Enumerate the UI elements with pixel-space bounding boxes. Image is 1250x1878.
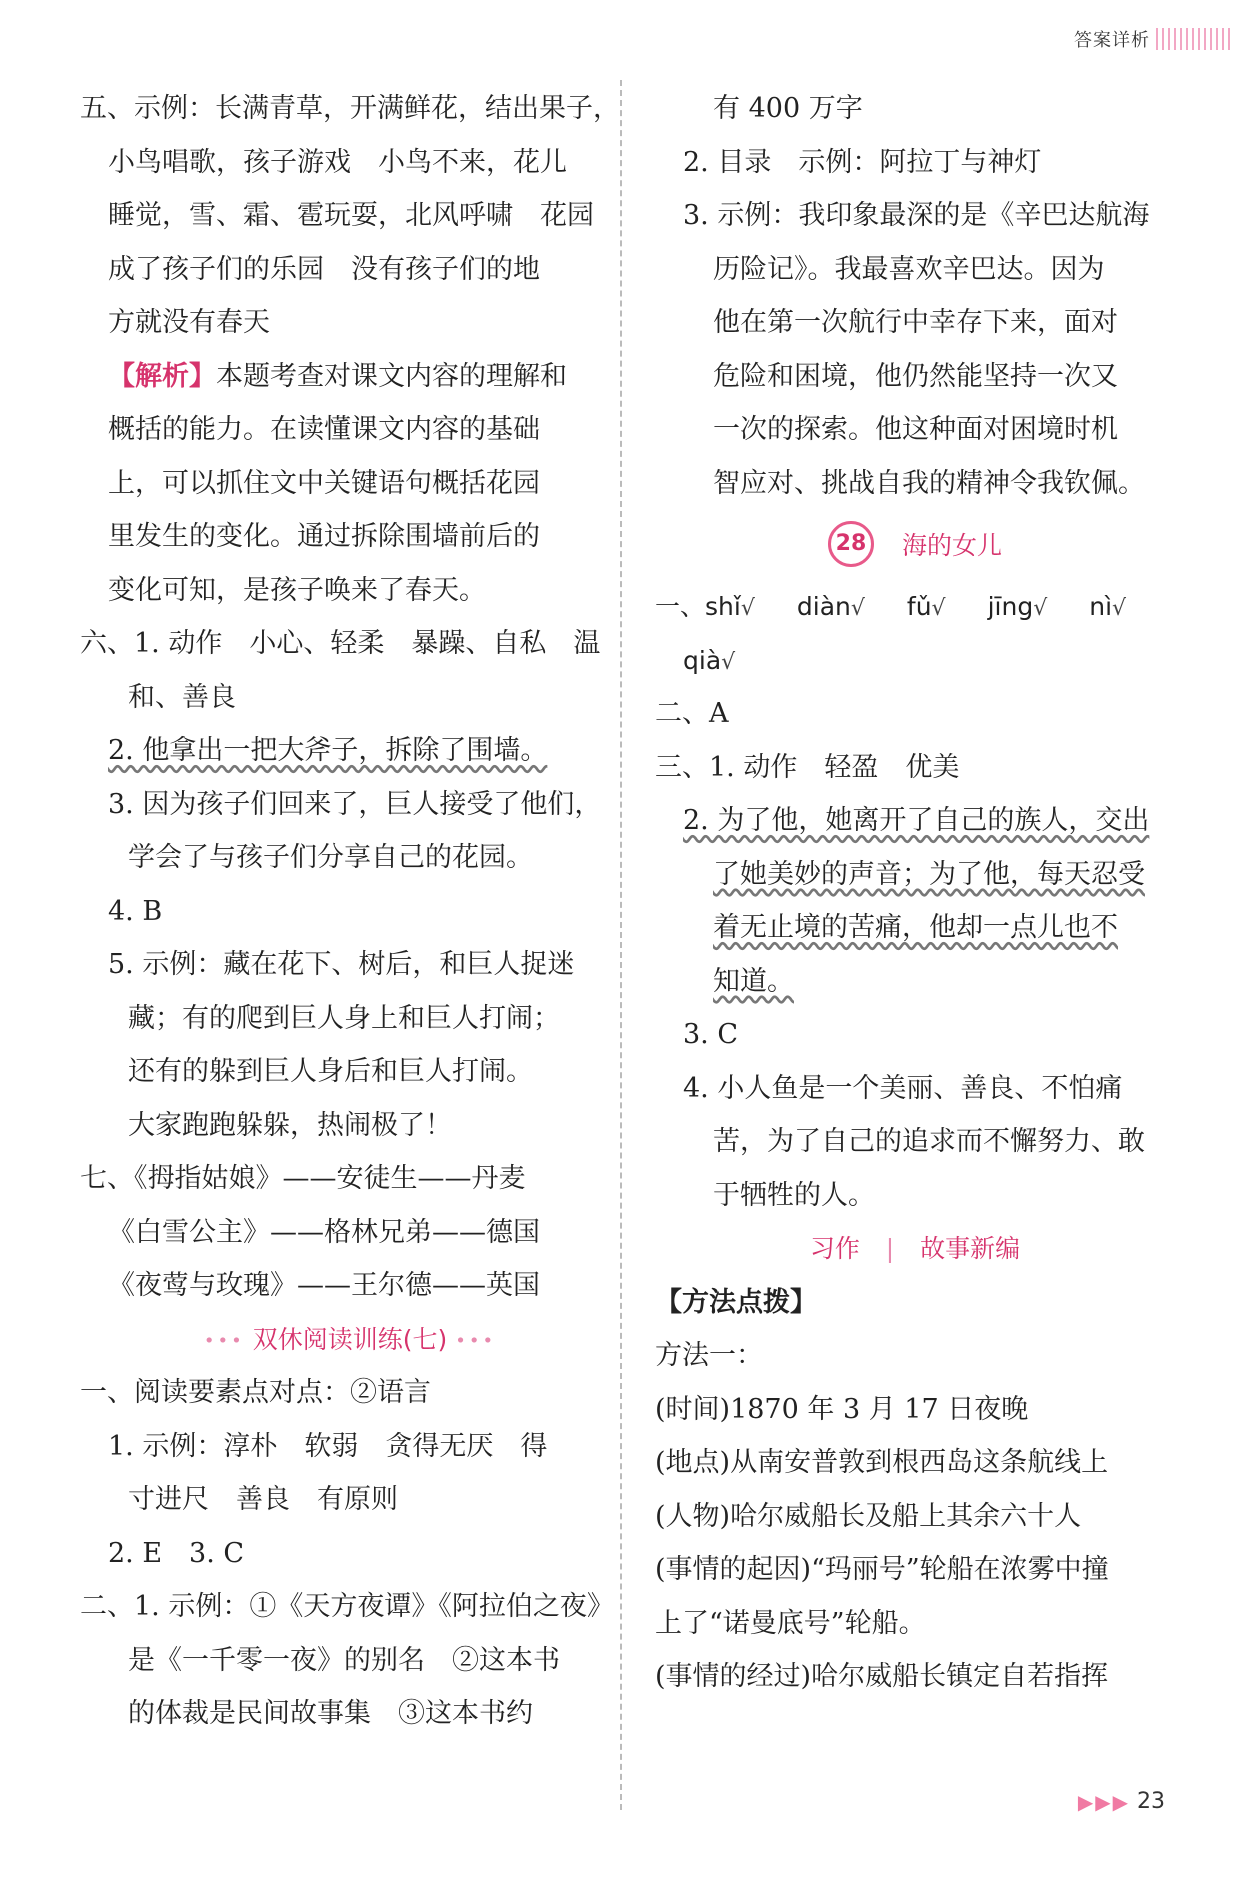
answer-line: 《夜莺与玫瑰》——王尔德——英国	[108, 1270, 540, 1301]
answer-line: 方就没有春天	[108, 307, 270, 338]
section-heading	[80, 1313, 620, 1367]
writing-title: 故事新编	[920, 1234, 1021, 1263]
answer-line: 三、1. 动作 轻盈 优美	[655, 751, 960, 783]
left-column	[80, 82, 620, 1741]
analysis-text: 本题考查对课文内容的理解和	[216, 360, 567, 392]
answer-line: 历险记》。我最喜欢辛巴达。因为	[713, 253, 1105, 285]
answer-line: 智应对、挑战自我的精神令我钦佩。	[713, 467, 1145, 499]
check-icon: √	[931, 596, 946, 621]
answer-line: 大家跑跑躲躲，热闹极了！	[128, 1109, 452, 1141]
answer-line: 3. 因为孩子们回来了，巨人接受了他们，	[108, 788, 602, 820]
answer-line: 2. E 3. C	[108, 1537, 245, 1569]
answer-line: 是《一千零一夜》的别名 ②这本书	[128, 1644, 560, 1676]
method-line: 上了“诺曼底号”轮船。	[655, 1607, 926, 1639]
answer-line: 3. 示例：我印象最深的是《辛巴达航海	[683, 200, 1150, 231]
analysis-line: 里发生的变化。通过拆除围墙前后的	[108, 521, 540, 552]
answer-line: 4. B	[108, 895, 163, 927]
analysis-line: 概括的能力。在读懂课文内容的基础	[108, 414, 540, 445]
pinyin-item: nì√	[1089, 592, 1127, 621]
section-title: 双休阅读训练(七)	[252, 1324, 448, 1354]
answer-line: 七、《拇指姑娘》——安徒生——丹麦	[80, 1163, 526, 1194]
pinyin-answers	[655, 634, 1175, 688]
answer-line: 5. 示例：藏在花下、树后，和巨人捉迷	[108, 949, 575, 980]
answer-line: 小鸟唱歌，孩子游戏 小鸟不来，花儿	[108, 146, 567, 178]
pinyin-item: jīng√	[987, 592, 1048, 621]
answer-line: 成了孩子们的乐园 没有孩子们的地	[108, 253, 540, 285]
method-line: (时间)1870 年 3 月 17 日夜晚	[655, 1393, 1029, 1425]
underlined-answer: 了她美妙的声音；为了他，每天忍受	[713, 858, 1145, 890]
answer-line: 危险和困境，他仍然能坚持一次又	[713, 360, 1118, 392]
dots-decoration: •••	[455, 1329, 497, 1351]
analysis-line	[80, 350, 620, 404]
check-icon: √	[850, 596, 865, 621]
underlined-answer: 2. 为了他，她离开了自己的族人，交出	[683, 805, 1150, 836]
answer-line: 苦，为了自己的追求而不懈努力、敢	[713, 1126, 1145, 1157]
lesson-title: 海的女儿	[901, 531, 1002, 560]
pinyin-item: diàn√	[796, 592, 865, 621]
lesson-number-badge: 28	[828, 521, 874, 567]
method-line: (人物)哈尔威船长及船上其余六十人	[655, 1500, 1082, 1532]
underlined-answer: 2. 他拿出一把大斧子，拆除了围墙。	[108, 735, 548, 766]
dots-decoration: •••	[203, 1329, 245, 1351]
analysis-line: 上，可以抓住文中关键语句概括花园	[108, 467, 540, 499]
answer-line	[80, 724, 620, 778]
column-divider	[620, 80, 622, 1810]
answer-line	[655, 848, 1175, 902]
method-line: (地点)从南安普敦到根西岛这条航线上	[655, 1447, 1109, 1478]
question-prefix: 一、	[655, 592, 706, 621]
right-column	[655, 82, 1175, 1704]
pinyin-answers	[655, 580, 1175, 634]
writing-label: 习作	[809, 1234, 860, 1263]
answer-line: 1. 示例：淳朴 软弱 贪得无厌 得	[108, 1430, 548, 1462]
answer-line: 还有的躲到巨人身后和巨人打闹。	[128, 1056, 533, 1087]
pinyin-item: fǔ√	[906, 592, 946, 621]
check-icon: √	[721, 649, 736, 675]
header-decoration	[1156, 28, 1230, 50]
answer-line: 和、善良	[128, 681, 236, 713]
answer-line: 《白雪公主》——格林兄弟——德国	[108, 1216, 540, 1248]
underlined-answer: 着无止境的苦痛，他却一点儿也不	[713, 912, 1118, 943]
method-line: (事情的起因)“玛丽号”轮船在浓雾中撞	[655, 1554, 1109, 1585]
method-heading: 【方法点拨】	[655, 1286, 817, 1318]
answer-line: 学会了与孩子们分享自己的花园。	[128, 842, 533, 873]
method-line: (事情的经过)哈尔威船长镇定自若指挥	[655, 1661, 1109, 1692]
analysis-tag: 【解析】	[108, 360, 216, 392]
check-icon: √	[1033, 596, 1048, 621]
check-icon: √	[740, 596, 755, 621]
check-icon: √	[1112, 596, 1127, 621]
analysis-line: 变化可知，是孩子唤来了春天。	[108, 574, 486, 606]
pinyin-item: shǐ√	[705, 592, 755, 621]
answer-line: 二、1. 示例：①《天方夜谭》《阿拉伯之夜》	[80, 1591, 614, 1622]
header-label: 答案详析	[1074, 30, 1150, 51]
answer-line	[655, 955, 1175, 1009]
answer-line	[655, 794, 1175, 848]
answer-line: 有 400 万字	[713, 93, 863, 124]
answer-line: 3. C	[683, 1019, 739, 1050]
answer-line: 二、A	[655, 698, 729, 729]
answer-line: 4. 小人鱼是一个美丽、善良、不怕痛	[683, 1072, 1123, 1104]
answer-line	[655, 901, 1175, 955]
answer-line: 的体裁是民间故事集 ③这本书约	[128, 1698, 533, 1729]
lesson-heading	[655, 510, 1175, 580]
answer-line: 寸进尺 善良 有原则	[128, 1484, 398, 1515]
pinyin-item: qià√	[683, 645, 736, 675]
answer-line: 他在第一次航行中幸存下来，面对	[713, 307, 1118, 338]
writing-separator: |	[885, 1234, 895, 1263]
page-number: 23	[1137, 1789, 1165, 1814]
answer-line: 一次的探索。他这种面对困境时机	[713, 414, 1118, 445]
page-arrows-decoration: ▶▶▶	[1077, 1790, 1130, 1814]
answer-line: 睡觉，雪、霜、雹玩耍，北风呼啸 花园	[108, 200, 594, 231]
answer-line: 2. 目录 示例：阿拉丁与神灯	[683, 146, 1042, 178]
answer-line: 于牺牲的人。	[713, 1179, 875, 1211]
answer-line: 五、示例：长满青草，开满鲜花，结出果子，	[80, 93, 620, 124]
answer-line: 六、1. 动作 小心、轻柔 暴躁、自私 温	[80, 628, 601, 659]
method-label: 方法一：	[655, 1340, 763, 1371]
answer-line: 藏；有的爬到巨人身上和巨人打闹；	[128, 1002, 560, 1034]
writing-heading	[655, 1222, 1175, 1276]
answer-line: 一、阅读要素点对点：②语言	[80, 1377, 431, 1408]
underlined-answer: 知道。	[713, 965, 794, 997]
